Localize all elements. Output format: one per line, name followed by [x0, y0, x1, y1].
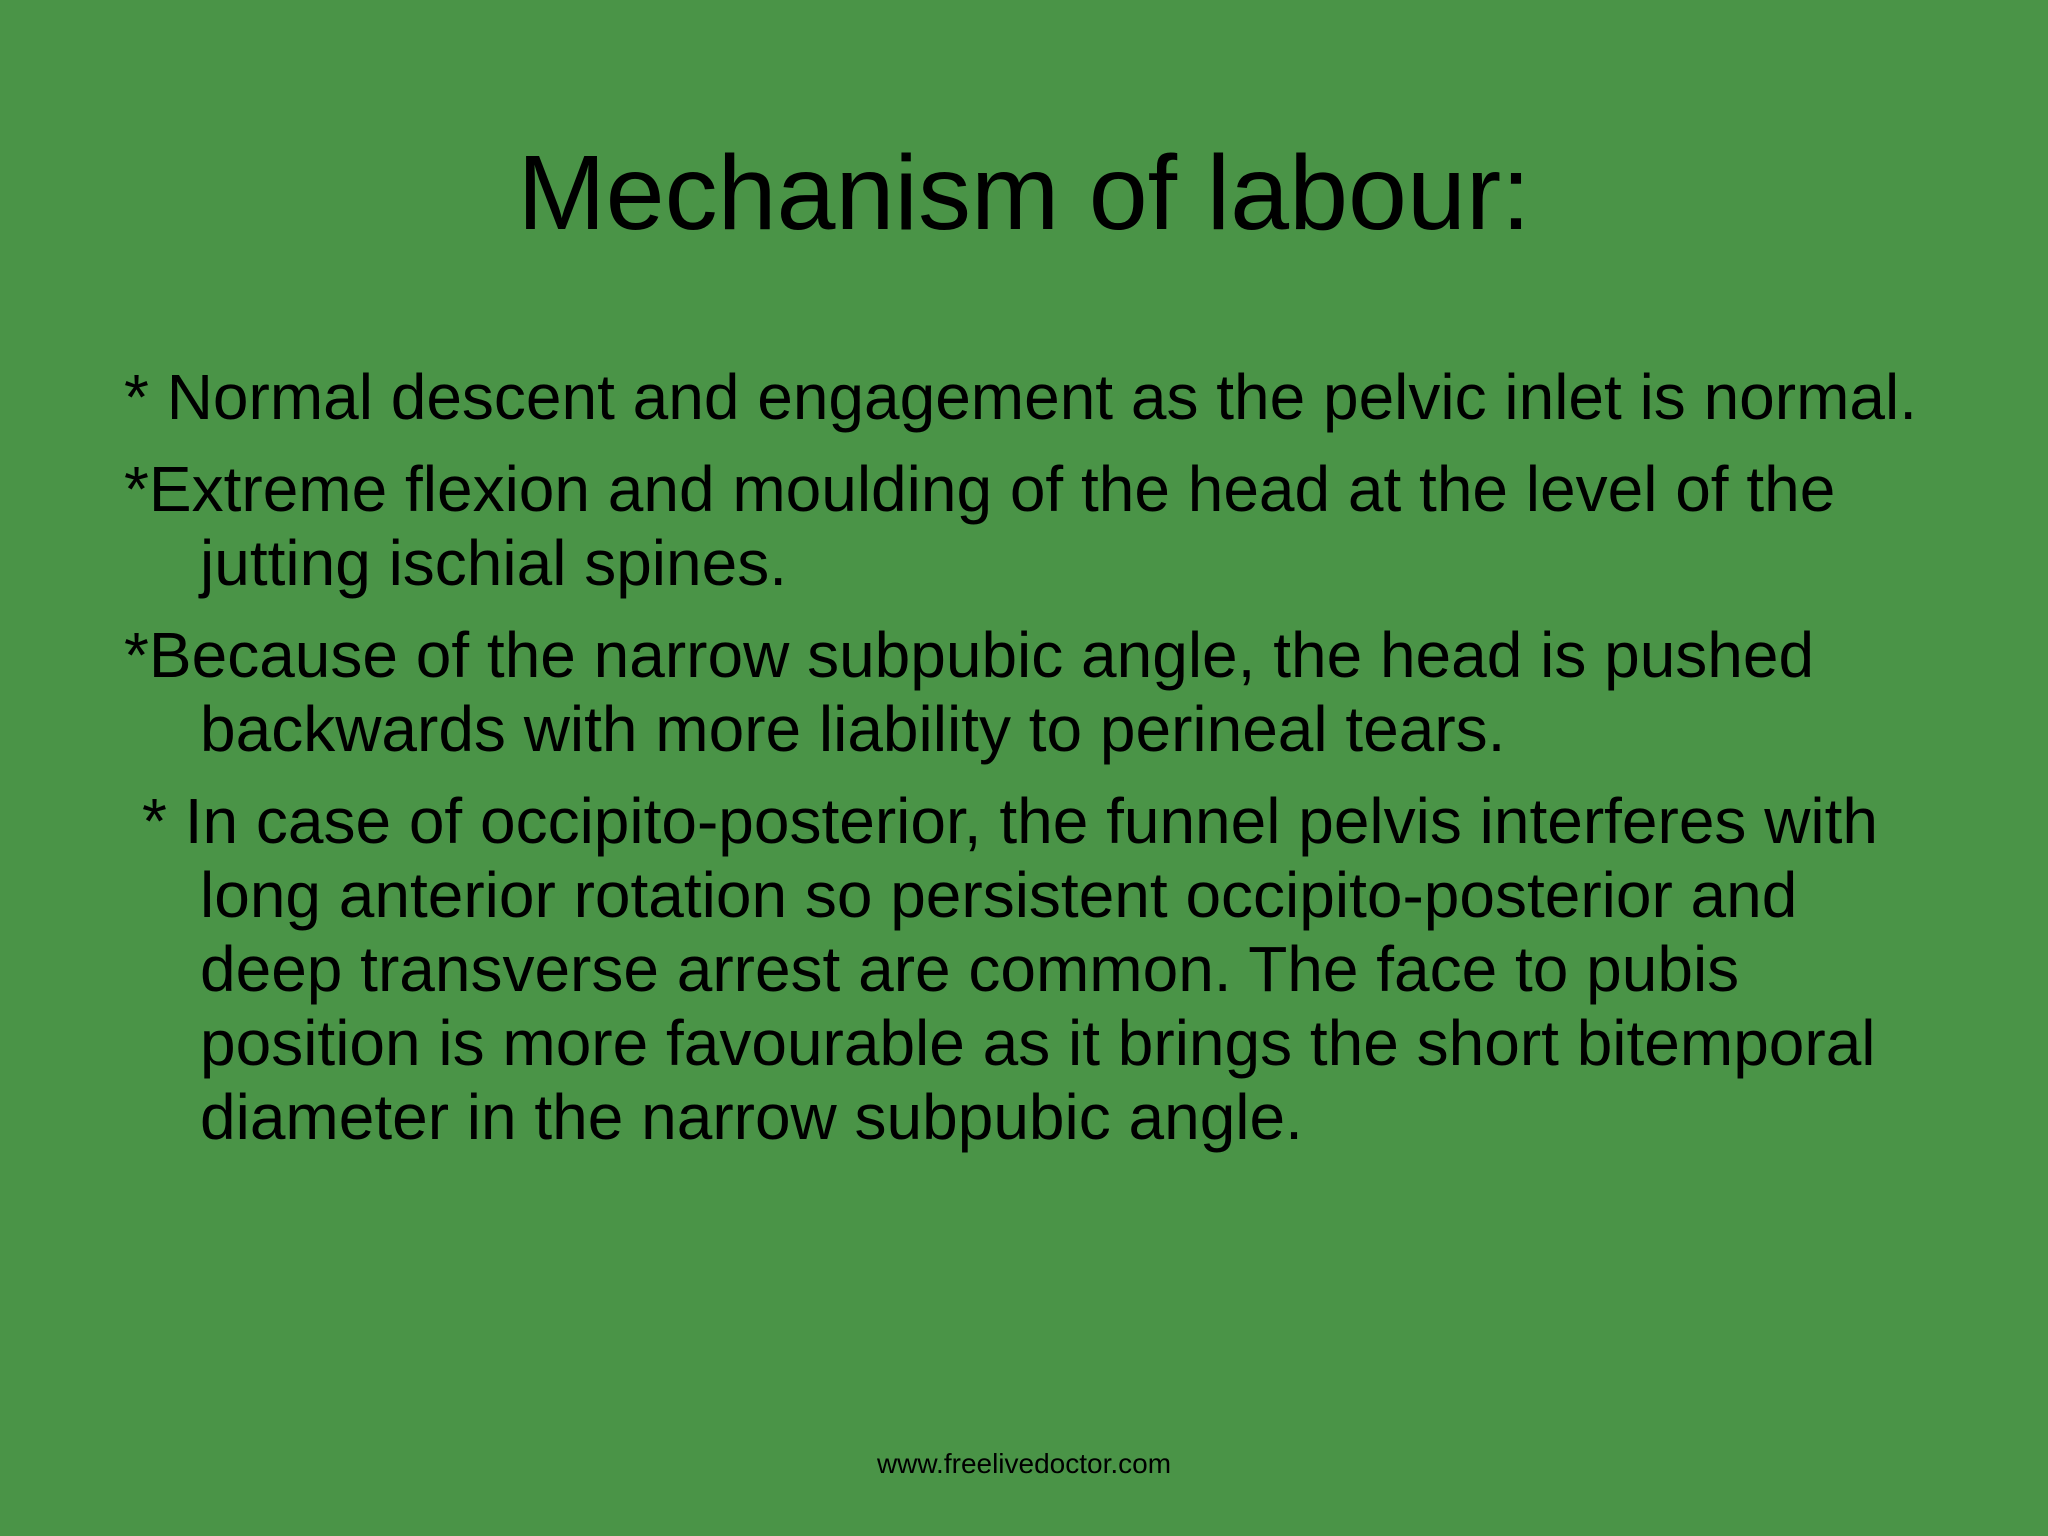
- footer-url: www.freelivedoctor.com: [876, 1448, 1172, 1479]
- bullet-item: *Because of the narrow subpubic angle, the head is pushed backwards with more liability to perineal tears.: [124, 619, 1815, 765]
- bullet-list: [124, 360, 1944, 1172]
- bullet-item: *Extreme flexion and moulding of the head at the level of the jutting ischial spines.: [124, 453, 1836, 599]
- bullet-item: * Normal descent and engagement as the pelvic inlet is normal.: [124, 361, 1917, 433]
- slide-title: Mechanism of labour:: [517, 134, 1531, 252]
- bullet-item: * In case of occipito-posterior, the funnel pelvis interferes with long anterior rotation so persistent occipito-posterior and deep transverse arrest are common. The face to pubis position is more favourable as it brings the short bitemporal diameter in the narrow subpubic angle.: [142, 785, 1878, 1153]
